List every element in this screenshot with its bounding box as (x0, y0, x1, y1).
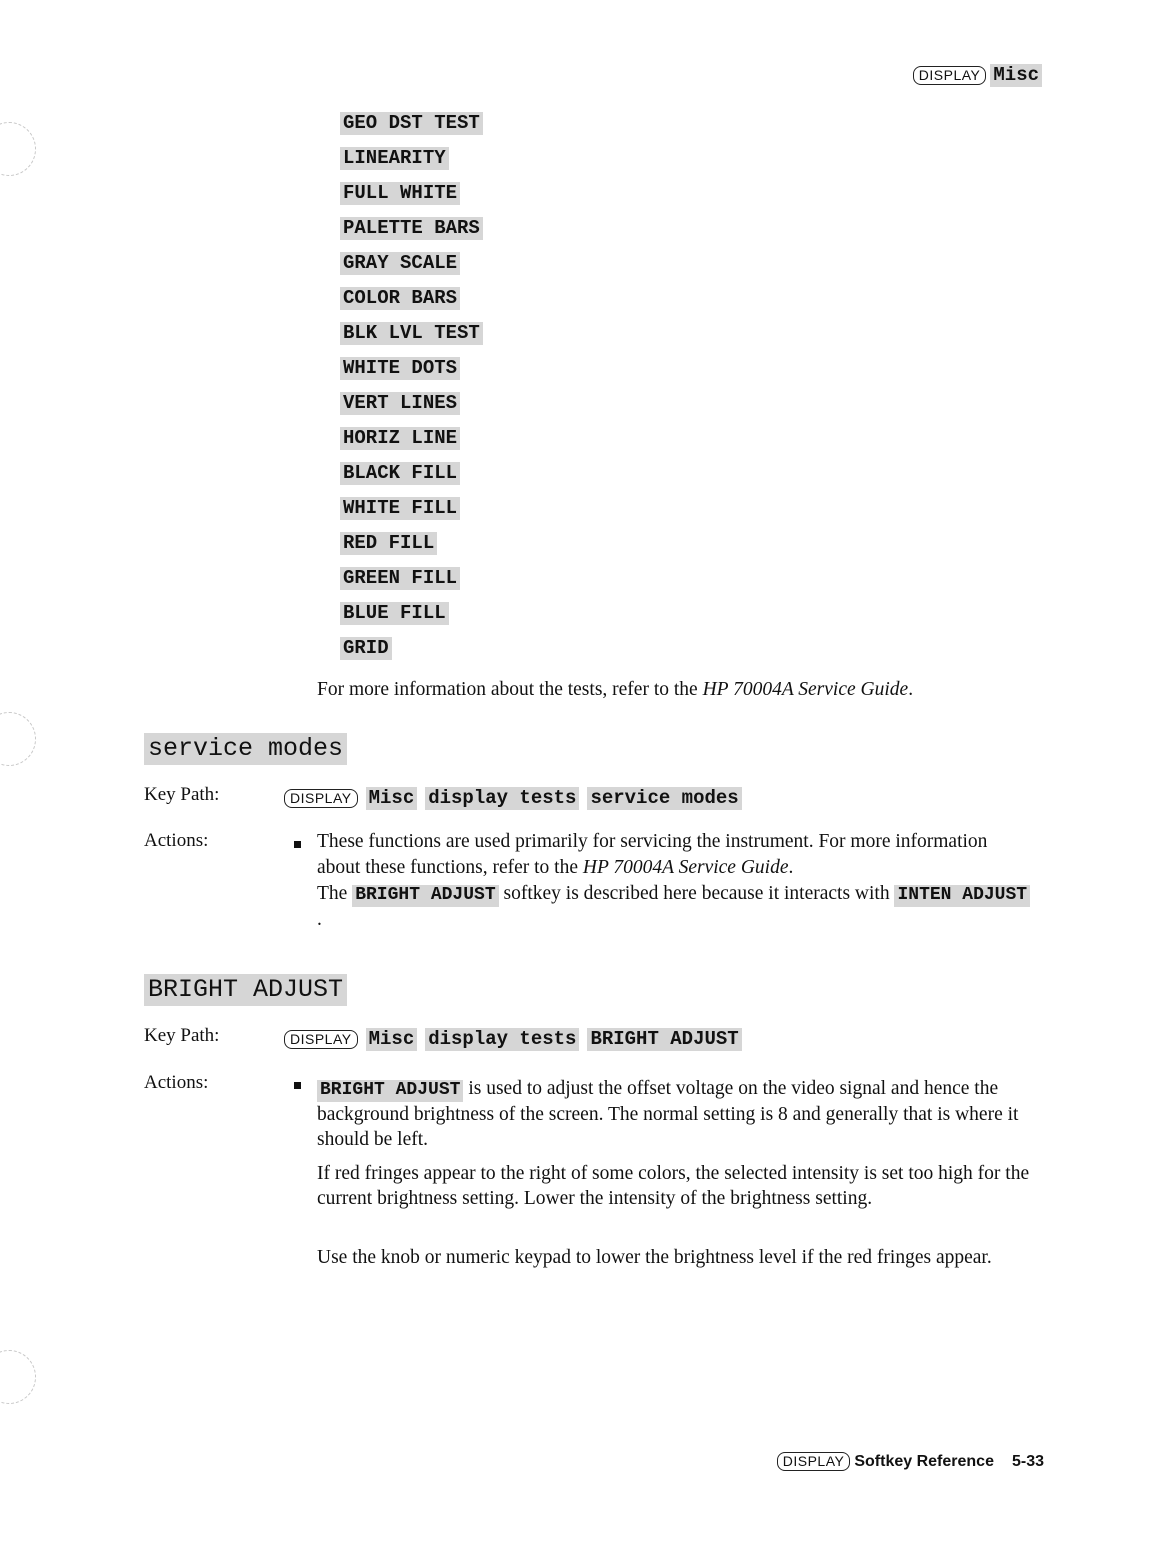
list-item: WHITE FILL (340, 497, 460, 527)
key-path-bright-adjust (284, 1028, 742, 1051)
page-footer (777, 1452, 1044, 1471)
inten-adjust-softkey: INTEN ADJUST (894, 885, 1030, 907)
list-item: COLOR BARS (340, 287, 460, 317)
service-modes-softkey: service modes (587, 787, 741, 810)
service-guide-title: HP 70004A Service Guide (582, 857, 789, 878)
list-item: FULL WHITE (340, 182, 460, 212)
key-path-label: Key Path: (144, 784, 220, 805)
display-hardkey: DISPLAY (284, 1030, 358, 1049)
actions-label: Actions: (144, 1072, 209, 1093)
binder-hole-top (0, 122, 36, 176)
display-hardkey: DISPLAY (284, 789, 358, 808)
bright-adjust-softkey: BRIGHT ADJUST (352, 885, 498, 907)
list-item: BLACK FILL (340, 462, 460, 492)
page-header (913, 64, 1042, 87)
list-item: GRID (340, 637, 392, 667)
bullet-icon (294, 1082, 301, 1089)
page-number: 5-33 (1011, 1453, 1044, 1470)
list-item: LINEARITY (340, 147, 449, 177)
display-hardkey: DISPLAY (913, 66, 987, 85)
actions-label: Actions: (144, 830, 209, 851)
misc-softkey: Misc (366, 1028, 418, 1051)
key-path-service-modes (284, 787, 742, 810)
tests-note: For more information about the tests, refer to the HP 70004A Service Guide. (317, 679, 914, 700)
key-path-label: Key Path: (144, 1025, 220, 1046)
list-item: HORIZ LINE (340, 427, 460, 457)
bullet-icon (294, 841, 301, 848)
service-modes-actions: These functions are used primarily for servicing the instrument. For more information about these functions, refer to the HP 70004A Service Guide. The BRIGHT ADJUST softkey is described here because it interacts with INTEN ADJUST. (317, 829, 1032, 933)
list-item: RED FILL (340, 532, 437, 562)
list-item: GEO DST TEST (340, 112, 483, 142)
footer-title: Softkey Reference (854, 1453, 994, 1470)
list-item: WHITE DOTS (340, 357, 460, 387)
list-item: BLK LVL TEST (340, 322, 483, 352)
service-guide-title: HP 70004A Service Guide (702, 679, 909, 700)
binder-hole-bottom (0, 1350, 36, 1404)
list-item: GREEN FILL (340, 567, 460, 597)
display-tests-softkey: display tests (425, 1028, 579, 1051)
bright-adjust-para-2: If red fringes appear to the right of some colors, the selected intensity is set too high for the current brightness setting. Lower the intensity of the brightness setting. (317, 1163, 1030, 1209)
bright-adjust-para-1: BRIGHT ADJUST is used to adjust the offset voltage on the video signal and hence the background brightness of the screen. The normal setting is 8 and generally that is where it should be left. (317, 1078, 1019, 1150)
display-tests-softkey: display tests (425, 787, 579, 810)
list-item: VERT LINES (340, 392, 460, 422)
section-title-bright-adjust: BRIGHT ADJUST (144, 974, 347, 1006)
list-item: GRAY SCALE (340, 252, 460, 282)
section-title-service-modes: service modes (144, 733, 347, 765)
binder-hole-middle (0, 712, 36, 766)
bright-adjust-softkey: BRIGHT ADJUST (587, 1028, 741, 1051)
display-hardkey: DISPLAY (777, 1452, 851, 1471)
list-item: PALETTE BARS (340, 217, 483, 247)
misc-softkey: Misc (366, 787, 418, 810)
misc-softkey: Misc (990, 64, 1042, 87)
bright-adjust-softkey: BRIGHT ADJUST (317, 1080, 463, 1102)
bright-adjust-para-3: Use the knob or numeric keypad to lower the brightness level if the red fringes appear. (317, 1247, 992, 1268)
list-item: BLUE FILL (340, 602, 449, 632)
